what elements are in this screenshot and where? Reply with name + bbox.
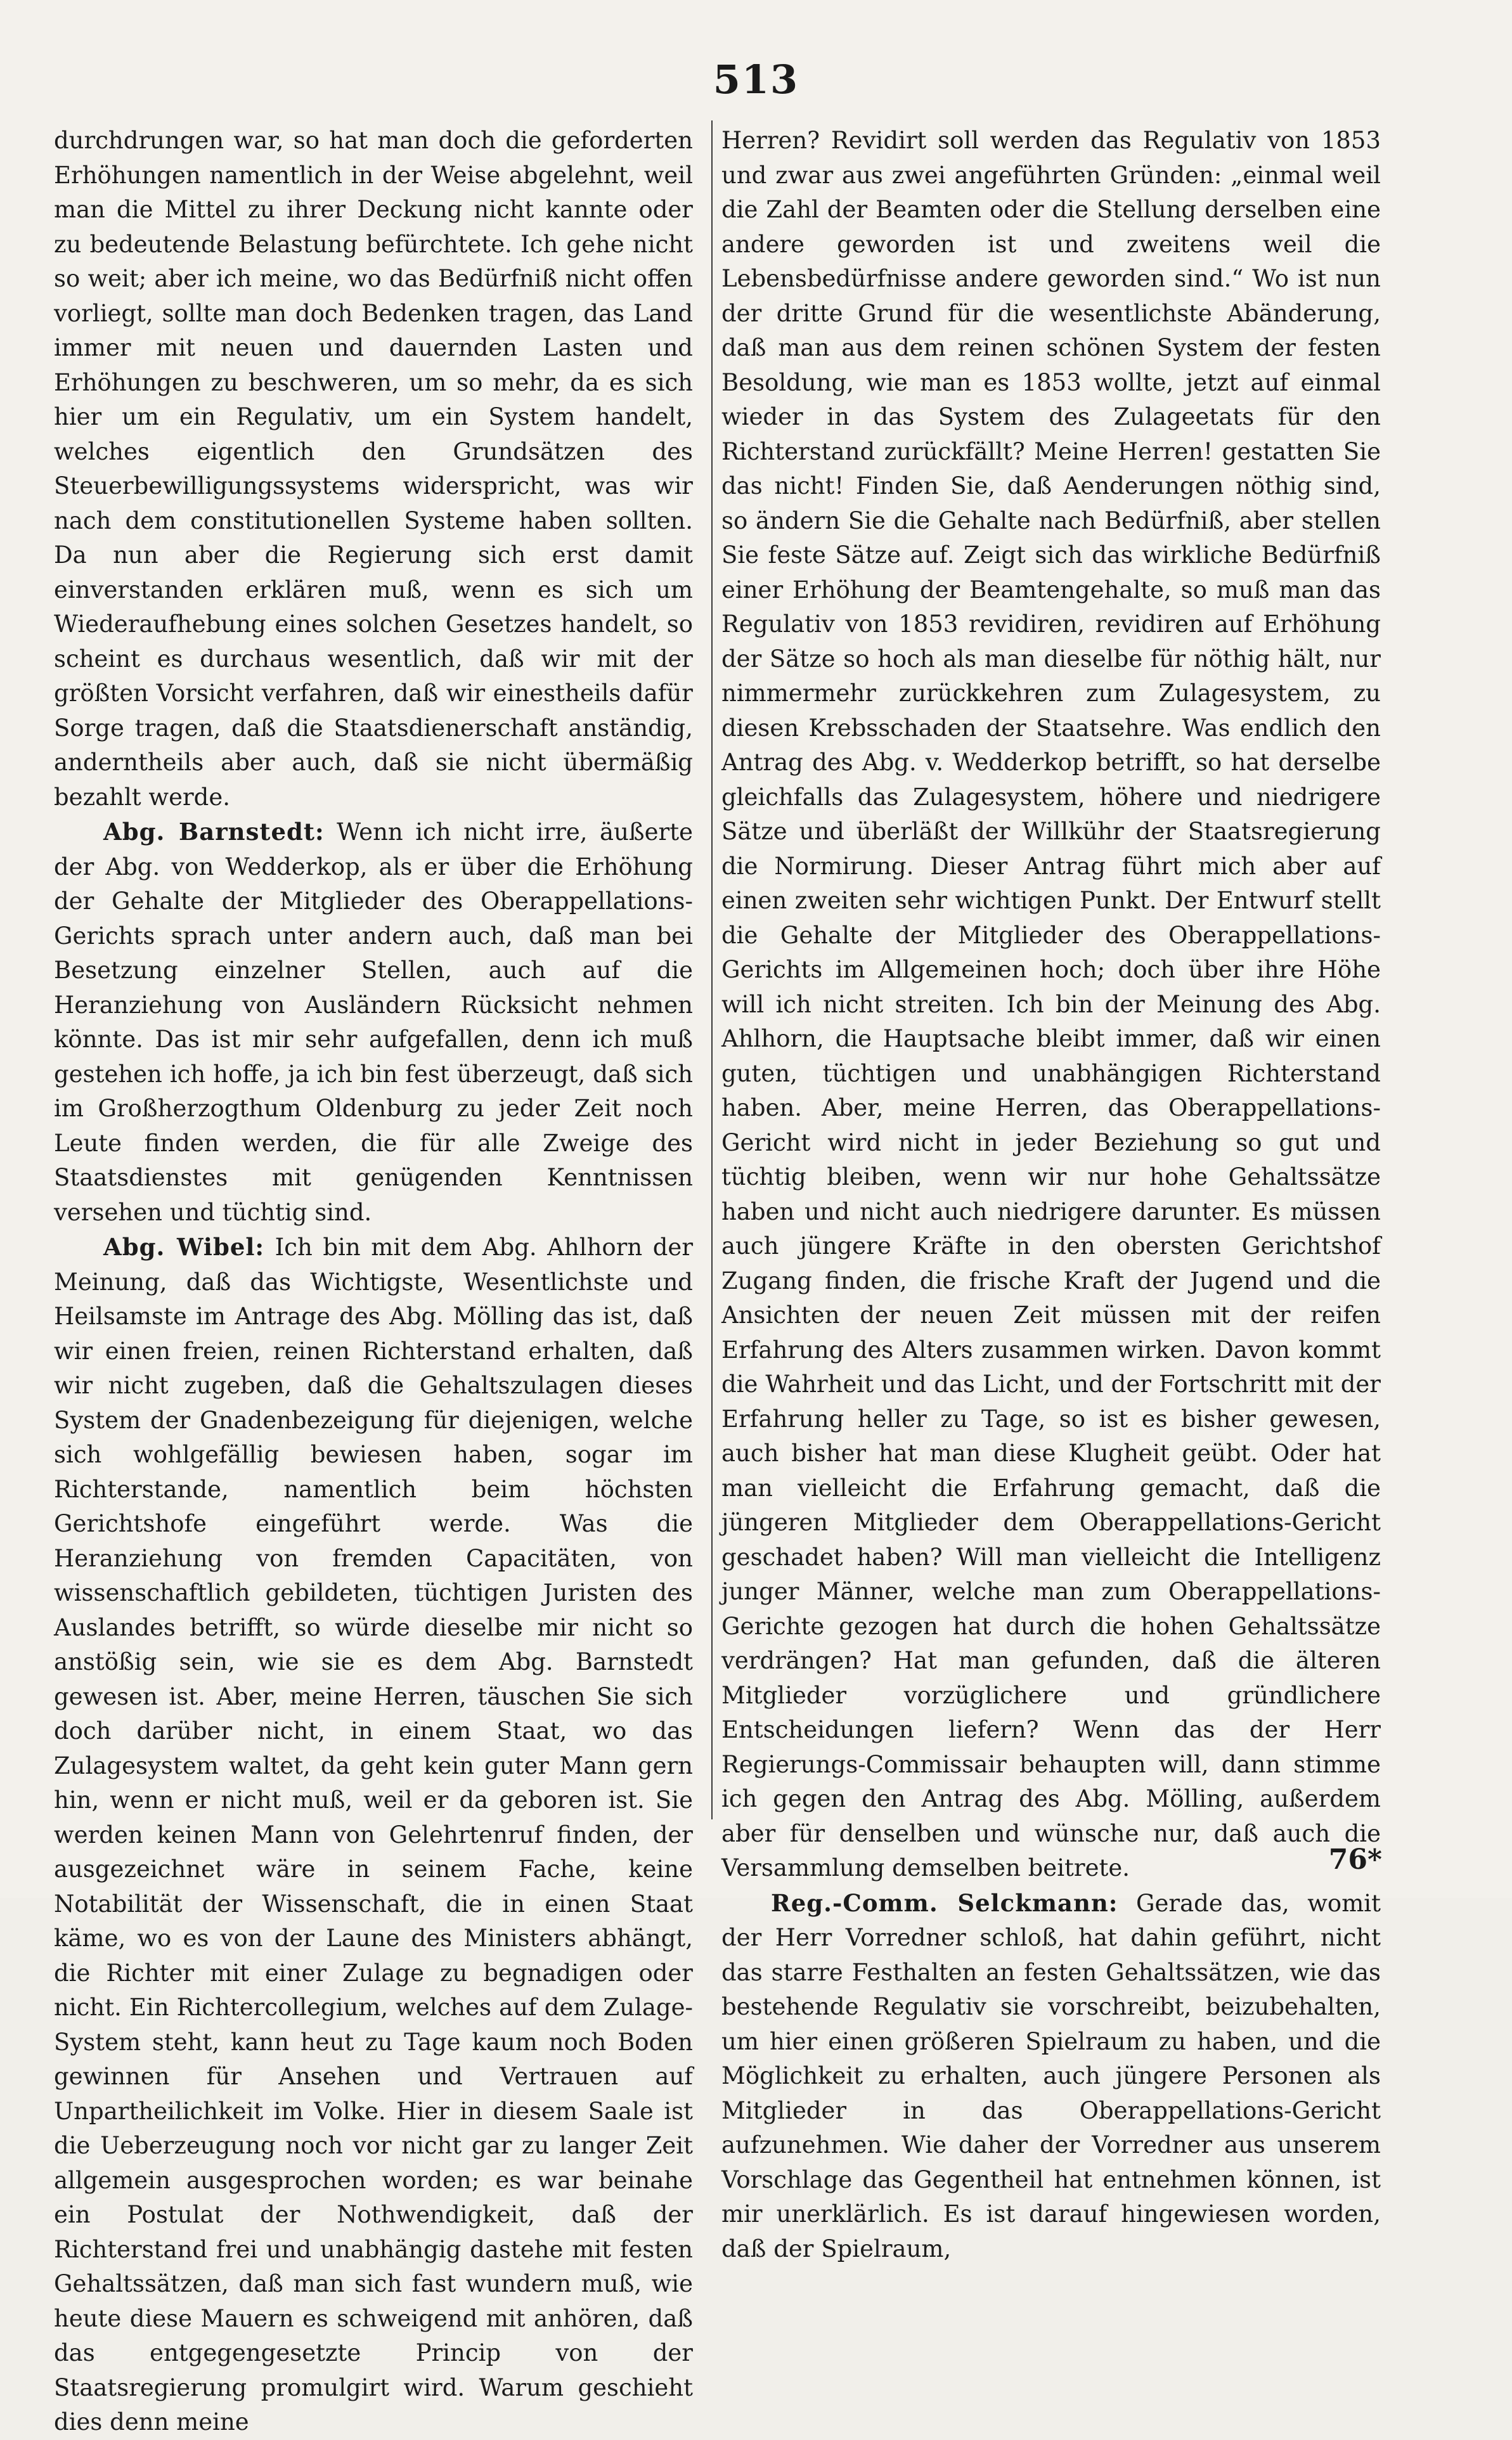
page-number: 513 xyxy=(713,56,799,103)
right-paragraph-1: Herren? Revidirt soll werden das Regulativ von 1853 und zwar aus zwei angeführten Gründen: „einmal weil die Zahl der Beamten oder die Stellung derselben eine andere geworden ist und zweitens weil die Lebensbedürfnisse andere geworden sind.“ Wo ist nun der dritte Grund für die wesentlichste Abänderung, daß man aus dem reinen schönen System der festen Besoldung, wie man es 1853 wollte, jetzt auf einmal wieder in das System des Zulageetats für den Richterstand zurückfällt? Meine Herren! gestatten Sie das nicht! Finden Sie, daß Aenderungen nöthig sind, so ändern Sie die Gehalte nach Bedürfniß, aber stellen Sie feste Sätze auf. Zeigt sich das wirkliche Bedürfniß einer Erhöhung der Beamtengehalte, so muß man das Regulativ von 1853 revidiren, revidiren auf Erhöhung der Sätze so hoch als man dieselbe für nöthig hält, nur nimmermehr zurückkehren zum Zulagesystem, zu diesen Krebsschaden der Staatsehre. Was endlich den Antrag des Abg. v. Wedderkop betrifft, so hat derselbe gleichfalls das Zulagesystem, höhere und niedrigere Sätze und überläßt der Willkühr der Staatsregierung die Normirung. Dieser Antrag führt mich aber auf einen zweiten sehr wichtigen Punkt. Der Entwurf stellt die Gehalte der Mitglieder des Oberappellations-Gerichts im Allgemeinen hoch; doch über ihre Höhe will ich nicht streiten. Ich bin der Meinung des Abg. Ahlhorn, die Hauptsache bleibt immer, daß wir einen guten, tüchtigen und unabhängigen Richterstand haben. Aber, meine Herren, das Oberappellations-Gericht wird nicht in jeder Beziehung so gut und tüchtig bleiben, wenn wir nur hohe Gehaltssätze haben und nicht auch niedrigere darunter. Es müssen auch jüngere Kräfte in den obersten Gerichtshof Zugang finden, die frische Kraft der Jugend und die Ansichten der neuen Zeit müssen mit der reifen Erfahrung des Alters zusammen wirken. Davon kommt die Wahrheit und das Licht, und der Fortschritt mit der Erfahrung heller zu Tage, so ist es bisher gewesen, auch bisher hat man diese Klugheit geübt. Oder hat man vielleicht die Erfahrung gemacht, daß die jüngeren Mitglieder dem Oberappellations-Gericht geschadet haben? Will man vielleicht die Intelligenz junger Männer, welche man zum Oberappellations-Gerichte gezogen hat durch die hohen Gehaltssätze verdrängen? Hat man gefunden, daß die älteren Mitglieder vorzüglichere und gründlichere Entscheidungen liefern? Wenn das der Herr Regierungs-Commissair behaupten will, dann stimme ich gegen den Antrag des Abg. Mölling, außerdem aber für denselben und wünsche nur, daß auch die Versammlung demselben beitrete. xyxy=(721,127,1381,1882)
signature-mark: 76* xyxy=(1328,1843,1382,1876)
speaker-wibel: Abg. Wibel: xyxy=(103,1233,265,1261)
left-paragraph-1: durchdrungen war, so hat man doch die geforderten Erhöhungen namentlich in der Weise abgelehnt, weil man die Mittel zu ihrer Deckung nicht kannte oder zu bedeutende Belastung befürchtete. Ich gehe nicht so weit; aber ich meine, wo das Bedürfniß nicht offen vorliegt, sollte man doch Bedenken tragen, das Land immer mit neuen und dauernden Lasten und Erhöhungen zu beschweren, um so mehr, da es sich hier um ein Regulativ, um ein System handelt, welches eigentlich den Grundsätzen des Steuerbewilligungssystems widerspricht, was wir nach dem constitutionellen Systeme haben sollten. Da nun aber die Regierung sich erst damit einverstanden erklären muß, wenn es sich um Wiederaufhebung eines solchen Gesetzes handelt, so scheint es durchaus wesentlich, daß wir mit der größten Vorsicht verfahren, daß wir einestheils dafür Sorge tragen, daß die Staatsdienerschaft anständig, anderntheils aber auch, daß sie nicht übermäßig bezahlt werde. xyxy=(54,127,693,811)
left-paragraph-2 xyxy=(54,815,693,1230)
left-paragraph-3 xyxy=(54,1230,693,2440)
right-paragraph-2-text: Gerade das, womit der Herr Vorredner schloß, hat dahin geführt, nicht das starre Festhalten an festen Gehaltssätzen, wie das bestehende Regulativ sie vorschreibt, beizubehalten, um hier einen größeren Spielraum zu haben, und die Möglichkeit zu erhalten, auch jüngere Personen als Mitglieder in das Oberappellations-Gericht aufzunehmen. Wie daher der Vorredner aus unserem Vorschlage das Gegentheil hat entnehmen können, ist mir unerklärlich. Es ist darauf hingewiesen worden, daß der Spielraum, xyxy=(721,1889,1381,2262)
column-divider xyxy=(711,120,713,1819)
speaker-selckmann: Reg.-Comm. Selckmann: xyxy=(771,1888,1118,1917)
left-column xyxy=(54,124,693,2440)
right-paragraph-2 xyxy=(721,1886,1381,2267)
right-column xyxy=(721,124,1381,2266)
speaker-barnstedt: Abg. Barnstedt: xyxy=(103,818,325,846)
left-paragraph-3-text: Ich bin mit dem Abg. Ahlhorn der Meinung, daß das Wichtigste, Wesentlichste und Heilsamste im Antrage des Abg. Mölling das ist, daß wir einen freien, reinen Richterstand erhalten, daß wir nicht zugeben, daß die Gehaltszulagen dieses System der Gnadenbezeigung für diejenigen, welche sich wohlgefällig bewiesen haben, sogar im Richterstande, namentlich beim höchsten Gerichtshofe eingeführt werde. Was die Heranziehung von fremden Capacitäten, von wissenschaftlich gebildeten, tüchtigen Juristen des Auslandes betrifft, so würde dieselbe mir nicht so anstößig sein, wie sie es dem Abg. Barnstedt gewesen ist. Aber, meine Herren, täuschen Sie sich doch darüber nicht, in einem Staat, wo das Zulagesystem waltet, da geht kein guter Mann gern hin, wenn er nicht muß, weil er da geboren ist. Sie werden keinen Mann von Gelehrtenruf finden, der ausgezeichnet wäre in seinem Fache, keine Notabilität der Wissenschaft, die in einen Staat käme, wo es von der Laune des Ministers abhängt, die Richter mit einer Zulage zu begnadigen oder nicht. Ein Richtercollegium, welches auf dem Zulage-System steht, kann heut zu Tage kaum noch Boden gewinnen für Ansehen und Vertrauen auf Unpartheilichkeit im Volke. Hier in diesem Saale ist die Ueberzeugung noch vor nicht gar zu langer Zeit allgemein ausgesprochen worden; es war beinahe ein Postulat der Nothwendigkeit, daß der Richterstand frei und unabhängig dastehe mit festen Gehaltssätzen, daß man sich fast wundern muß, wie heute diese Mauern es schweigend mit anhören, daß das entgegengesetzte Princip von der Staatsregierung promulgirt wird. Warum geschieht dies denn meine xyxy=(54,1234,693,2436)
left-paragraph-2-text: Wenn ich nicht irre, äußerte der Abg. von Wedderkop, als er über die Erhöhung der Gehalte der Mitglieder des Oberappellations-Gerichts sprach unter andern auch, daß man bei Besetzung einzelner Stellen, auch auf die Heranziehung von Ausländern Rücksicht nehmen könnte. Das ist mir sehr aufgefallen, denn ich muß gestehen ich hoffe, ja ich bin fest überzeugt, daß sich im Großherzogthum Oldenburg zu jeder Zeit noch Leute finden werden, die für alle Zweige des Staatsdienstes mit genügenden Kenntnissen versehen und tüchtig sind. xyxy=(54,818,693,1226)
